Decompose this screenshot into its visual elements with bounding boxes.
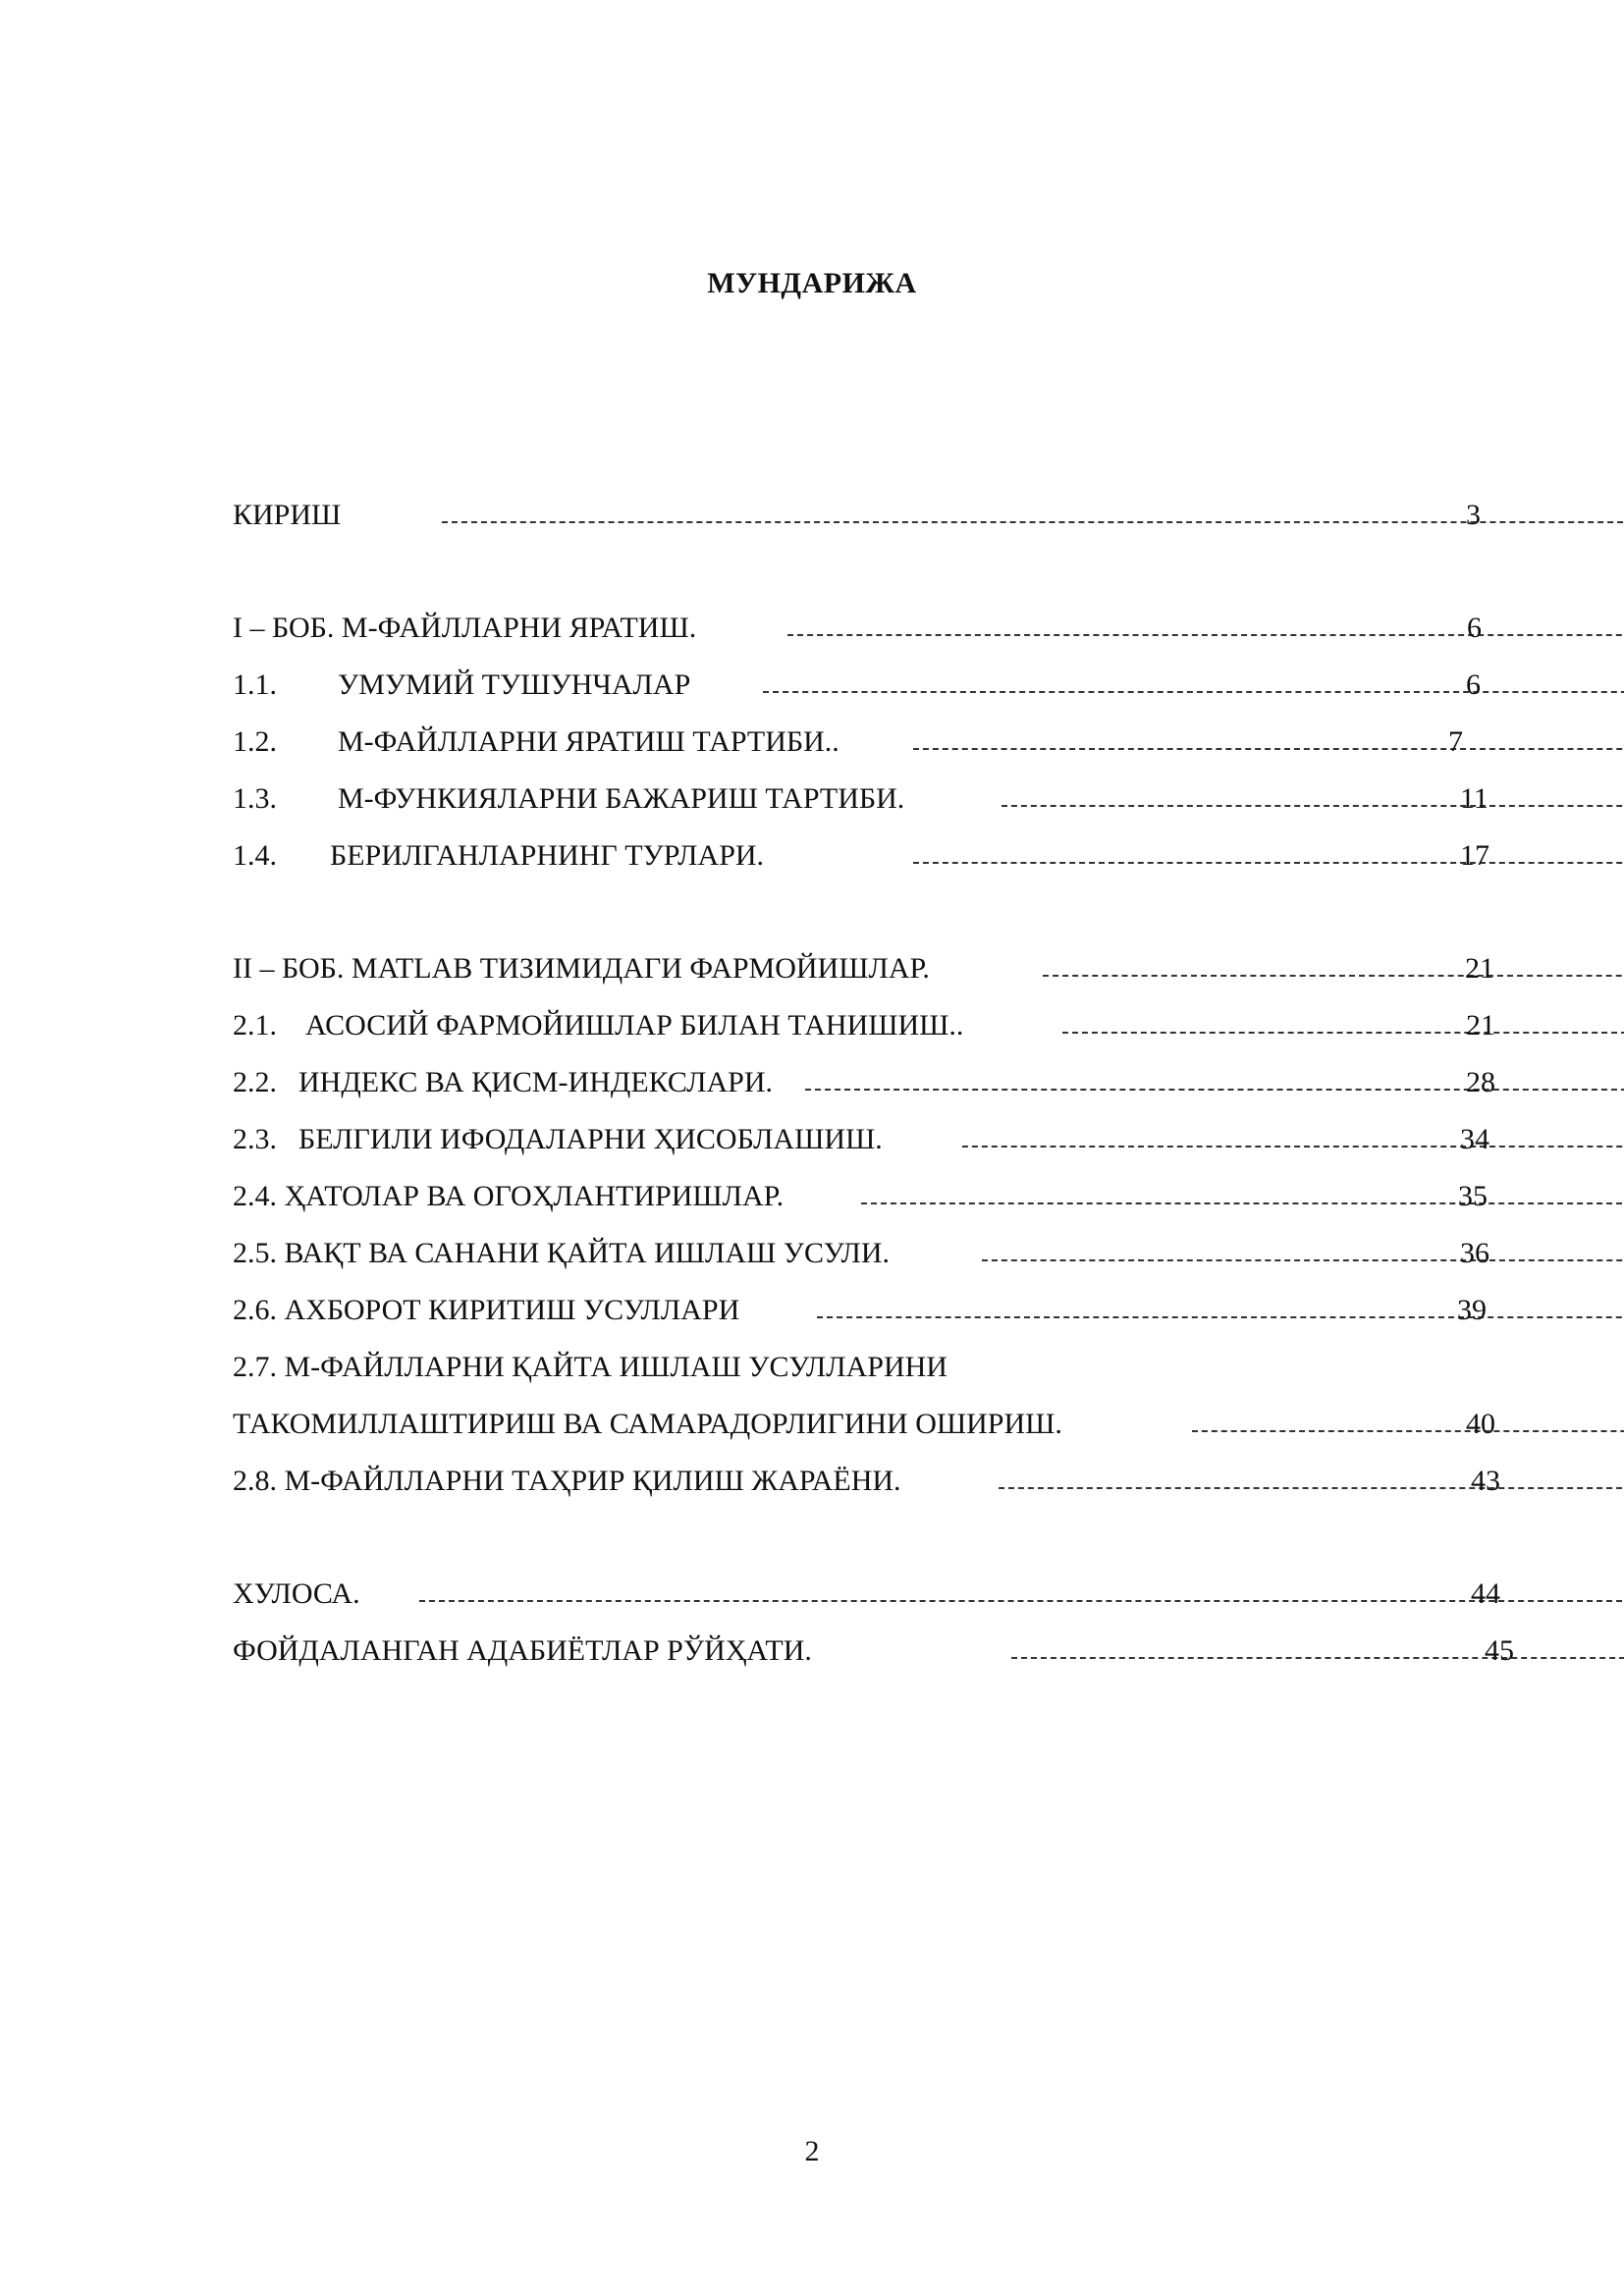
toc-leader-dots — [1001, 805, 1624, 807]
toc-entry-page: 21 — [1465, 952, 1494, 985]
toc-entry-number: 1.4. — [233, 839, 277, 872]
toc-leader-dots — [787, 634, 1624, 636]
toc-entry-title: 2.6. АХБОРОТ КИРИТИШ УСУЛЛАРИ — [233, 1294, 740, 1326]
toc-entry-conclusion[interactable] — [233, 1575, 1509, 1614]
toc-entry-1-4[interactable] — [233, 836, 1509, 876]
toc-entry-page: 11 — [1460, 782, 1489, 815]
toc-entry-title: КИРИШ — [233, 499, 342, 531]
toc-entry-2-5[interactable] — [233, 1234, 1509, 1273]
toc-entry-page: 17 — [1460, 839, 1489, 872]
toc-leader-dots — [861, 1202, 1624, 1204]
toc-entry-title: 2.8. М-ФАЙЛЛАРНИ ТАҲРИР ҚИЛИШ ЖАРАЁНИ. — [233, 1465, 901, 1497]
toc-leader-dots — [1043, 975, 1624, 977]
toc-leader-dots — [1011, 1657, 1624, 1659]
toc-entry-page: 40 — [1466, 1408, 1495, 1440]
toc-entry-number: 2.3. — [233, 1123, 277, 1155]
toc-entry-2-3[interactable] — [233, 1120, 1509, 1159]
toc-leader-dots — [999, 1487, 1624, 1489]
toc-entry-chapter-1[interactable] — [233, 609, 1509, 648]
toc-leader-dots — [1062, 1032, 1624, 1034]
toc-entry-page: 3 — [1466, 499, 1481, 531]
toc-entry-page: 36 — [1460, 1237, 1489, 1269]
toc-entry-intro[interactable] — [233, 496, 1509, 535]
toc-entry-page: 6 — [1466, 668, 1481, 701]
toc-entry-title: УМУМИЙ ТУШУНЧАЛАР — [338, 668, 691, 701]
toc-entry-references[interactable] — [233, 1631, 1514, 1671]
toc-entry-title: ИНДЕКС ВА ҚИСМ-ИНДЕКСЛАРИ. — [298, 1066, 774, 1098]
toc-leader-dots — [1192, 1430, 1624, 1432]
toc-entry-page: 21 — [1466, 1009, 1495, 1041]
toc-entry-page: 44 — [1471, 1577, 1500, 1610]
toc-entry-page: 6 — [1467, 612, 1482, 644]
toc-leader-dots — [817, 1316, 1624, 1318]
toc-entry-page: 39 — [1457, 1294, 1487, 1326]
toc-entry-1-2[interactable] — [233, 722, 1509, 762]
toc-leader-dots — [962, 1146, 1624, 1148]
toc-leader-dots — [442, 521, 1624, 523]
toc-entry-2-2[interactable] — [233, 1063, 1509, 1102]
toc-entry-page: 7 — [1448, 725, 1463, 758]
toc-entry-chapter-2[interactable] — [233, 949, 1509, 988]
toc-entry-1-3[interactable] — [233, 779, 1509, 819]
toc-entry-2-7-continued[interactable] — [233, 1405, 1509, 1444]
toc-entry-2-8[interactable] — [233, 1462, 1509, 1501]
toc-entry-2-7[interactable] — [233, 1348, 1509, 1387]
toc-leader-dots — [763, 691, 1624, 693]
toc-entry-2-6[interactable] — [233, 1291, 1509, 1330]
page-title: МУНДАРИЖА — [707, 267, 917, 299]
toc-entry-number: 1.3. — [233, 782, 277, 815]
toc-entry-number: 1.2. — [233, 725, 277, 758]
toc-entry-title: БЕРИЛГАНЛАРНИНГ ТУРЛАРИ. — [330, 839, 765, 872]
toc-leader-dots — [805, 1089, 1624, 1091]
page-number: 2 — [804, 2135, 820, 2167]
toc-entry-2-1[interactable] — [233, 1006, 1509, 1045]
toc-entry-title: АСОСИЙ ФАРМОЙИШЛАР БИЛАН ТАНИШИШ.. — [305, 1009, 964, 1041]
toc-entry-number: 2.1. — [233, 1009, 277, 1041]
toc-entry-title: 2.5. ВАҚТ ВА САНАНИ ҚАЙТА ИШЛАШ УСУЛИ. — [233, 1237, 891, 1269]
toc-entry-page: 43 — [1471, 1465, 1500, 1497]
toc-entry-title: ХУЛОСА. — [233, 1577, 360, 1610]
toc-entry-title: II – БОБ. MATLAB ТИЗИМИДАГИ ФАРМОЙИШЛАР. — [233, 952, 930, 985]
toc-leader-dots — [913, 862, 1624, 864]
toc-entry-title: I – БОБ. М-ФАЙЛЛАРНИ ЯРАТИШ. — [233, 612, 697, 644]
toc-entry-page: 34 — [1460, 1123, 1489, 1155]
toc-entry-page: 35 — [1458, 1180, 1488, 1212]
toc-entry-title: БЕЛГИЛИ ИФОДАЛАРНИ ҲИСОБЛАШИШ. — [298, 1123, 883, 1155]
toc-entry-title: ФОЙДАЛАНГАН АДАБИЁТЛАР РЎЙҲАТИ. — [233, 1634, 812, 1667]
toc-entry-1-1[interactable] — [233, 666, 1509, 705]
toc-entry-title: 2.4. ҲАТОЛАР ВА ОГОҲЛАНТИРИШЛАР. — [233, 1180, 785, 1212]
toc-entry-2-4[interactable] — [233, 1177, 1509, 1216]
toc-entry-title: М-ФАЙЛЛАРНИ ЯРАТИШ ТАРТИБИ.. — [338, 725, 839, 758]
toc-entry-number: 2.2. — [233, 1066, 277, 1098]
toc-leader-dots — [913, 748, 1624, 750]
toc-entry-title: 2.7. М-ФАЙЛЛАРНИ ҚАЙТА ИШЛАШ УСУЛЛАРИНИ — [233, 1351, 947, 1383]
toc-entry-page: 45 — [1485, 1634, 1514, 1667]
toc-entry-title: М-ФУНКИЯЛАРНИ БАЖАРИШ ТАРТИБИ. — [338, 782, 905, 815]
toc-entry-page: 28 — [1466, 1066, 1495, 1098]
toc-leader-dots — [419, 1600, 1624, 1602]
toc-entry-number: 1.1. — [233, 668, 277, 701]
toc-entry-title: ТАКОМИЛЛАШТИРИШ ВА САМАРАДОРЛИГИНИ ОШИРИШ. — [233, 1408, 1062, 1440]
toc-leader-dots — [982, 1259, 1624, 1261]
